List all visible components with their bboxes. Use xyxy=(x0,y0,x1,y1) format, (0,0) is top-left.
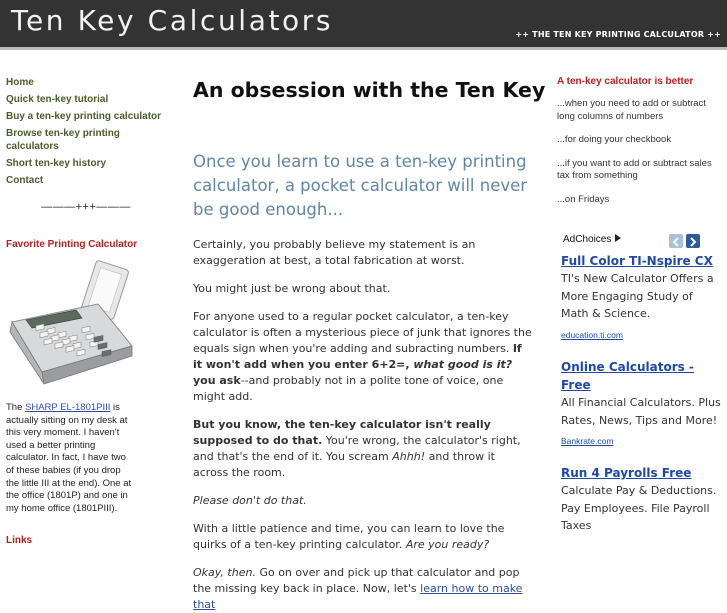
p4-text: You're wrong, the calculator's right, and that's the end of it. You scream xyxy=(193,434,521,463)
reason-item: ...if you want to add or subtract sales tax from something xyxy=(557,157,712,181)
paragraph-2: You might just be wrong about that. xyxy=(193,282,391,295)
reason-item: ...on Fridays xyxy=(557,193,610,205)
adchoices-label[interactable] xyxy=(563,234,621,245)
ad-description: TI's New Calculator Offers a More Engaging Study of Math & Science. xyxy=(561,272,714,320)
sharp-calculator-link[interactable]: SHARP EL-1801PIII xyxy=(25,402,111,413)
p4-italic: Ahhh! xyxy=(392,450,426,463)
lead-statement: Once you learn to use a ten-key printing calculator, a pocket calculator will never be good enough... xyxy=(193,152,528,219)
p3-text: For anyone used to a regular pocket calculator, a ten-key calculator is often a mysterious piece of junk that ignores the equals sign when you're adding and subracting numbers. xyxy=(193,310,532,355)
p6-text: With a little patience and time, you can learn to love the quirks of a ten-key printing calculator. xyxy=(193,522,505,551)
tutorial-link[interactable]: learn how to make that xyxy=(193,582,523,611)
fav-text-pre: The xyxy=(6,402,26,413)
links-heading: Links xyxy=(6,535,33,546)
page-title: An obsession with the Ten Key xyxy=(193,78,546,102)
reason-item: ...for doing your checkbook xyxy=(557,134,672,145)
adchoices-text: AdChoices xyxy=(563,234,612,245)
nav-home[interactable]: Home xyxy=(6,77,34,88)
p7-italic: Okay, then. xyxy=(193,566,256,579)
p3-tail: --and probably not in a polite tone of voice, one might add. xyxy=(193,374,504,403)
nav-contact[interactable]: Contact xyxy=(6,175,44,186)
chevron-right-icon xyxy=(686,235,700,249)
chevron-left-icon xyxy=(669,235,683,249)
ad-url-link[interactable]: education.ti.com xyxy=(561,329,623,340)
p3-bold: If it won't add when you enter 6+2=, xyxy=(193,342,522,371)
ten-key-better-heading: A ten-key calculator is better xyxy=(557,76,694,87)
printing-calculator-image[interactable] xyxy=(6,260,136,392)
ad-prev-button[interactable] xyxy=(669,234,683,248)
favorite-calculator-text xyxy=(6,402,136,515)
paragraph-1: Certainly, you probably believe my statement is an exaggeration at best, a total fabrication at worst. xyxy=(193,238,476,267)
paragraph-4 xyxy=(193,417,533,481)
paragraph-6 xyxy=(193,521,533,553)
paragraph-3 xyxy=(193,309,533,405)
nav-browse-calculators[interactable]: Browse ten-key printing calculators xyxy=(6,128,120,152)
p4-bold: But you know, the ten-key calculator isn't really supposed to do that. xyxy=(193,418,491,447)
paragraph-7 xyxy=(193,565,533,613)
favorite-calculator-heading: Favorite Printing Calculator xyxy=(6,239,138,250)
ad-next-button[interactable] xyxy=(686,234,700,248)
ad-item xyxy=(561,464,723,535)
nav-divider: ———+++——— xyxy=(41,201,131,213)
ad-item xyxy=(561,252,723,342)
p4-tail: and throw it across the room. xyxy=(193,450,495,479)
nav-quick-tutorial[interactable]: Quick ten-key tutorial xyxy=(6,94,109,105)
ad-title-link[interactable]: Online Calculators - Free xyxy=(561,360,694,392)
nav-short-history[interactable]: Short ten-key history xyxy=(6,158,107,169)
ad-description: Calculate Pay & Deductions. Pay Employees. File Payroll Taxes xyxy=(561,484,717,532)
site-tagline: ++ THE TEN KEY PRINTING CALCULATOR ++ xyxy=(515,30,721,39)
left-sidebar xyxy=(6,76,166,546)
ad-description: All Financial Calculators. Plus Rates, News, Tips and More! xyxy=(561,396,721,427)
reason-item: ...when you need to add or subtract long columns of numbers xyxy=(557,98,706,122)
right-sidebar xyxy=(557,76,722,206)
fav-text-post: is actually sitting on my desk at this very moment. I haven't used a better printing calculator. In fact, I have two of these babies (if you drop the little III at the end). One at the office (1801P) and one in my home office (1801PIII). xyxy=(6,402,132,514)
main-content xyxy=(193,76,546,613)
site-title[interactable]: Ten Key Calculators xyxy=(11,4,334,37)
p3-bold-italic: what good is it? xyxy=(413,358,513,371)
ad-title-link[interactable]: Full Color TI-Nspire CX xyxy=(561,254,713,268)
p7-text: Go on over and pick up that calculator and pop the missing key back in place. Now, let's xyxy=(193,566,520,595)
site-header xyxy=(0,0,727,50)
paragraph-5 xyxy=(193,493,533,509)
p3-bold-2: you ask xyxy=(193,374,241,387)
ad-item xyxy=(561,358,723,448)
ad-url-link[interactable]: Bankrate.com xyxy=(561,436,614,446)
ad-title-link[interactable]: Run 4 Payrolls Free xyxy=(561,466,692,480)
p6-italic: Are you ready? xyxy=(405,538,490,551)
p5-italic: Please don't do that. xyxy=(193,494,307,507)
nav-buy-calculator[interactable]: Buy a ten-key printing calculator xyxy=(6,111,162,122)
adchoices-icon xyxy=(615,234,621,242)
